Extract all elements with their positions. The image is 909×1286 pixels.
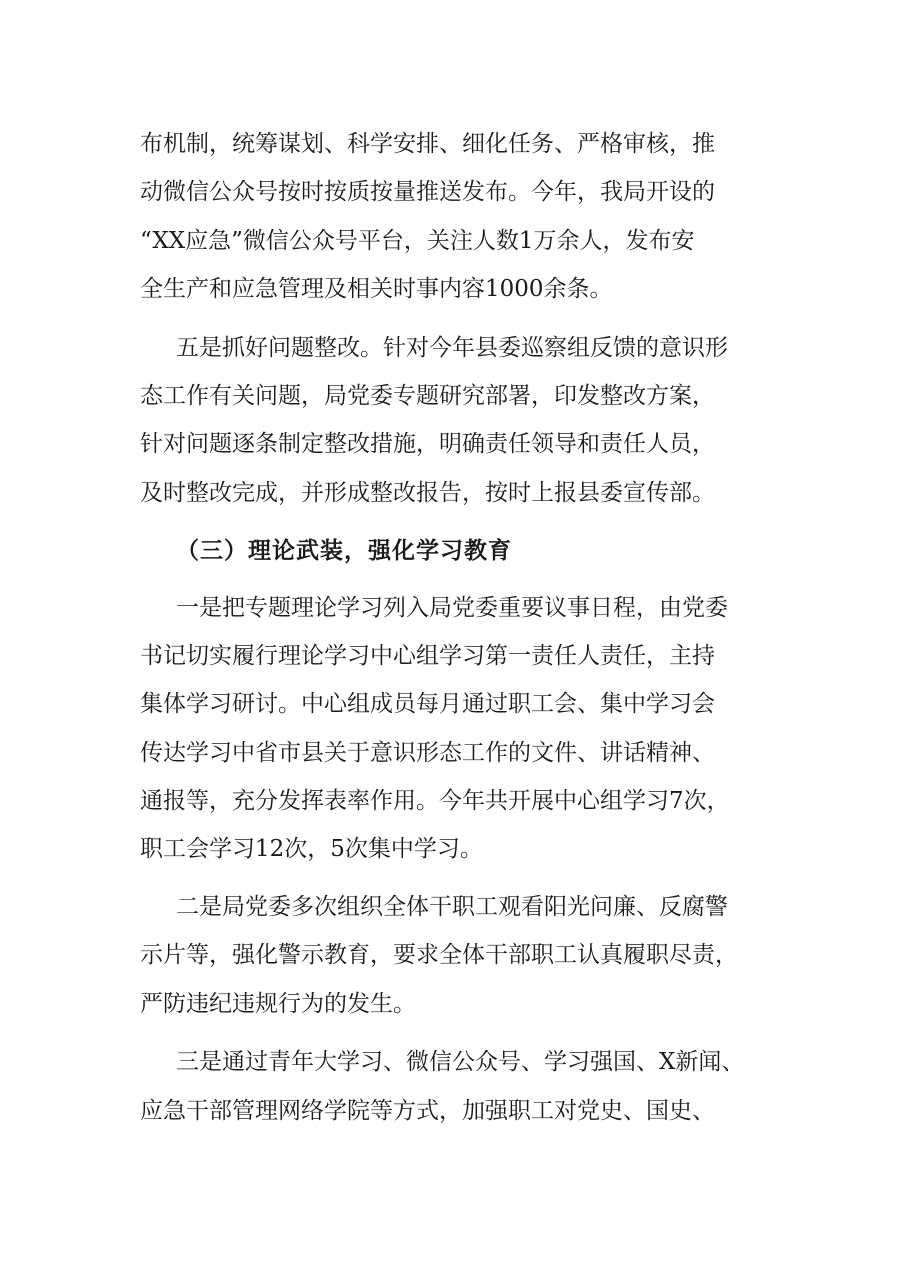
paragraph-line: 一是把专题理论学习列入局党委重要议事日程，由党委 [176,595,728,621]
paragraph-line: 严防违纪违规行为的发生。 [140,991,416,1017]
paragraph-line: 布机制，统筹谋划、科学安排、细化任务、严格审核，推 [140,131,715,157]
paragraph-line: 三是通过青年大学习、微信公众号、学习强国、X新闻、 [176,1049,745,1075]
paragraph-line: 示片等，强化警示教育，要求全体干部职工认真履职尽责， [140,942,738,968]
paragraph-line: 书记切实履行理论学习中心组学习第一责任人责任，主持 [140,643,715,669]
paragraph-line: 针对问题逐条制定整改措施，明确责任领导和责任人员， [140,431,715,457]
section-heading: （三）理论武装，强化学习教育 [176,538,512,564]
paragraph-line: 通报等，充分发挥表率作用。今年共开展中心组学习7次， [140,788,730,814]
paragraph-line: 传达学习中省市县关于意识形态工作的文件、讲话精神、 [140,740,715,766]
paragraph-line: 态工作有关问题，局党委专题研究部署，印发整改方案， [140,383,715,409]
paragraph-line: 集体学习研讨。中心组成员每月通过职工会、集中学习会 [140,691,715,717]
paragraph-line: 二是局党委多次组织全体干职工观看阳光问廉、反腐警 [176,894,728,920]
paragraph-line: 及时整改完成，并形成整改报告，按时上报县委宣传部。 [140,480,715,506]
paragraph-line: 全生产和应急管理及相关时事内容1000余条。 [140,276,613,302]
paragraph-line: 职工会学习12次，5次集中学习。 [140,836,483,862]
paragraph-line: 动微信公众号按时按质按量推送发布。今年，我局开设的 [140,179,715,205]
paragraph-line: 应急干部管理网络学院等方式，加强职工对党史、国史、 [140,1098,715,1124]
paragraph-line: “XX应急”微信公众号平台，关注人数1万余人，发布安 [140,228,695,254]
paragraph-line: 五是抓好问题整改。针对今年县委巡察组反馈的意识形 [176,335,728,361]
